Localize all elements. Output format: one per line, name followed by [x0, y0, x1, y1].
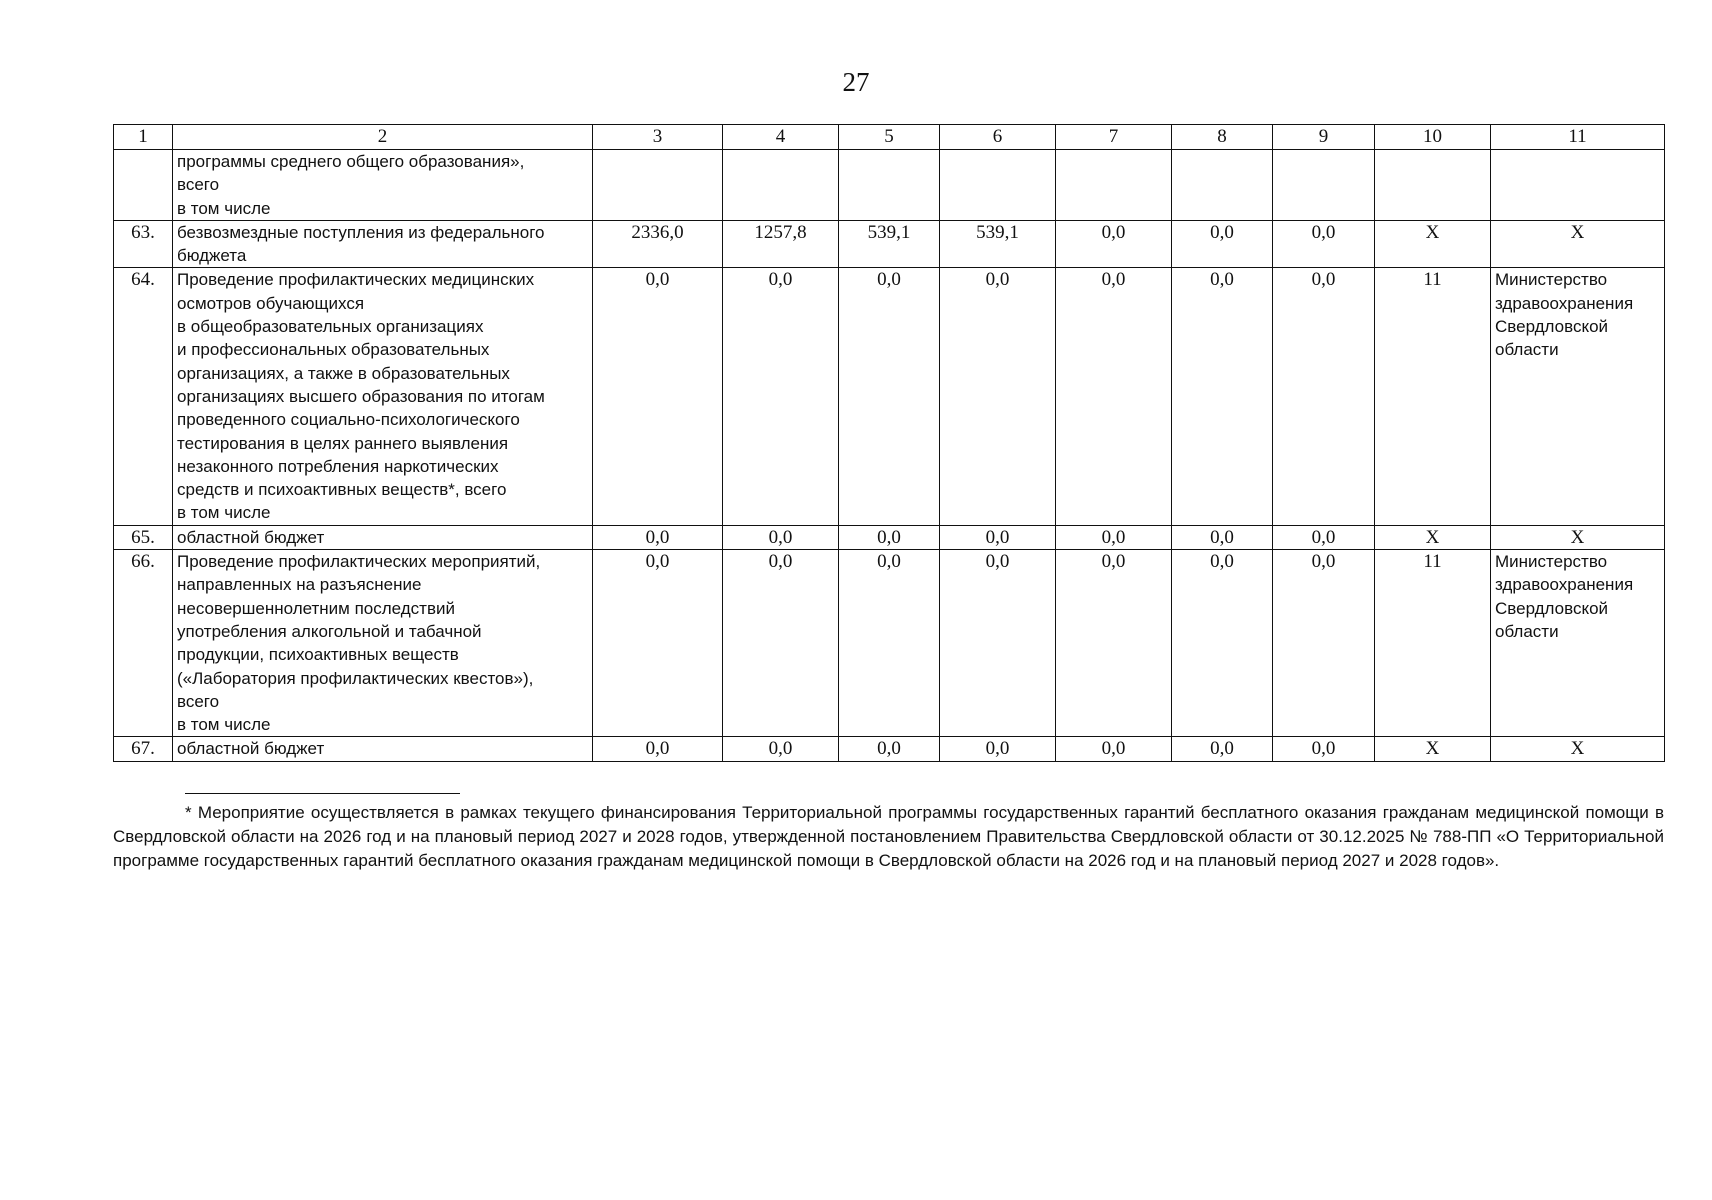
footnote: * Мероприятие осуществляется в рамках текущего финансирования Территориальной программы государственных гарантий бесплатного оказания гражданам медицинской помощи в Свердловской области на 2026 год и на плановый период 2027 и 2028 годов, утвержденной постановлением Правительства Свердловской области от 30.12.2025 № 788-ПП «О Территориальной программе государственных гарантий бесплатного оказания гражданам медицинской помощи в Свердловской области на 2026 год и на плановый период 2027 и 2028 годов».: [113, 803, 1664, 870]
value-cell: 0,0: [593, 737, 723, 761]
value-cell: 0,0: [593, 550, 723, 737]
header-cell: 3: [593, 125, 723, 150]
responsible-executor-cell: Х: [1491, 737, 1665, 761]
header-cell: 2: [173, 125, 593, 150]
target-indicator-cell: 11: [1375, 268, 1491, 525]
responsible-executor-cell: Х: [1491, 220, 1665, 268]
row-number: 67.: [114, 737, 173, 761]
value-cell: 0,0: [940, 268, 1056, 525]
target-indicator-cell: 11: [1375, 550, 1491, 737]
row-number: 63.: [114, 220, 173, 268]
table-row: [114, 268, 1665, 525]
value-cell: [940, 150, 1056, 221]
value-cell: 0,0: [723, 268, 839, 525]
row-number: 65.: [114, 525, 173, 549]
value-cell: 0,0: [1172, 525, 1273, 549]
header-cell: 6: [940, 125, 1056, 150]
table-header-row: [114, 125, 1665, 150]
row-description: областной бюджет: [173, 737, 593, 761]
table-row: [114, 220, 1665, 268]
value-cell: 0,0: [1172, 268, 1273, 525]
value-cell: 0,0: [940, 550, 1056, 737]
row-number: 66.: [114, 550, 173, 737]
value-cell: 0,0: [723, 550, 839, 737]
value-cell: 0,0: [839, 737, 940, 761]
value-cell: 0,0: [940, 737, 1056, 761]
value-cell: [723, 150, 839, 221]
value-cell: 0,0: [1056, 737, 1172, 761]
value-cell: 0,0: [1273, 525, 1375, 549]
header-cell: 11: [1491, 125, 1665, 150]
responsible-executor-cell: Министерство здравоохранения Свердловской области: [1491, 550, 1665, 737]
value-cell: [1172, 150, 1273, 221]
target-indicator-cell: Х: [1375, 737, 1491, 761]
value-cell: [1273, 150, 1375, 221]
value-cell: 0,0: [1273, 268, 1375, 525]
row-description: Проведение профилактических медицинских осмотров обучающихся в общеобразовательных организациях и профессиональных образовательных организациях, а также в образовательных организациях высшего образования по итогам проведенного социально-психологического тестирования в целях раннего выявления незаконного потребления наркотических средств и психоактивных веществ*, всего в том числе: [173, 268, 593, 525]
value-cell: 539,1: [940, 220, 1056, 268]
value-cell: 0,0: [1273, 550, 1375, 737]
value-cell: 0,0: [1172, 550, 1273, 737]
responsible-executor-cell: [1491, 150, 1665, 221]
row-number: 64.: [114, 268, 173, 525]
row-description: Проведение профилактических мероприятий, направленных на разъяснение несовершеннолетним последствий употребления алкогольной и табачной продукции, психоактивных веществ («Лаборатория профилактических квестов»), всего в том числе: [173, 550, 593, 737]
table-row: [114, 737, 1665, 761]
target-indicator-cell: Х: [1375, 525, 1491, 549]
header-cell: 10: [1375, 125, 1491, 150]
responsible-executor-cell: Х: [1491, 525, 1665, 549]
value-cell: 0,0: [593, 268, 723, 525]
header-cell: 7: [1056, 125, 1172, 150]
responsible-executor-cell: Министерство здравоохранения Свердловской области: [1491, 268, 1665, 525]
value-cell: 2336,0: [593, 220, 723, 268]
value-cell: 0,0: [1273, 220, 1375, 268]
value-cell: 0,0: [1056, 525, 1172, 549]
row-description: областной бюджет: [173, 525, 593, 549]
value-cell: 0,0: [1056, 550, 1172, 737]
value-cell: 0,0: [839, 268, 940, 525]
value-cell: 0,0: [839, 550, 940, 737]
page-number: 27: [842, 67, 870, 97]
footnote-divider: [185, 793, 460, 794]
value-cell: [1056, 150, 1172, 221]
value-cell: 0,0: [1273, 737, 1375, 761]
table-row: [114, 550, 1665, 737]
header-cell: 9: [1273, 125, 1375, 150]
header-cell: 1: [114, 125, 173, 150]
value-cell: 0,0: [1172, 220, 1273, 268]
value-cell: 0,0: [839, 525, 940, 549]
budget-table: [113, 124, 1665, 762]
value-cell: 0,0: [1056, 268, 1172, 525]
value-cell: 0,0: [723, 525, 839, 549]
value-cell: 0,0: [1172, 737, 1273, 761]
header-cell: 5: [839, 125, 940, 150]
row-description: безвозмездные поступления из федерального бюджета: [173, 220, 593, 268]
target-indicator-cell: [1375, 150, 1491, 221]
table-row: [114, 150, 1665, 221]
table-row: [114, 525, 1665, 549]
value-cell: 0,0: [940, 525, 1056, 549]
value-cell: 539,1: [839, 220, 940, 268]
header-cell: 4: [723, 125, 839, 150]
value-cell: 1257,8: [723, 220, 839, 268]
value-cell: 0,0: [723, 737, 839, 761]
value-cell: [839, 150, 940, 221]
value-cell: 0,0: [593, 525, 723, 549]
row-description: программы среднего общего образования», всего в том числе: [173, 150, 593, 221]
row-number: [114, 150, 173, 221]
target-indicator-cell: Х: [1375, 220, 1491, 268]
header-cell: 8: [1172, 125, 1273, 150]
value-cell: 0,0: [1056, 220, 1172, 268]
value-cell: [593, 150, 723, 221]
